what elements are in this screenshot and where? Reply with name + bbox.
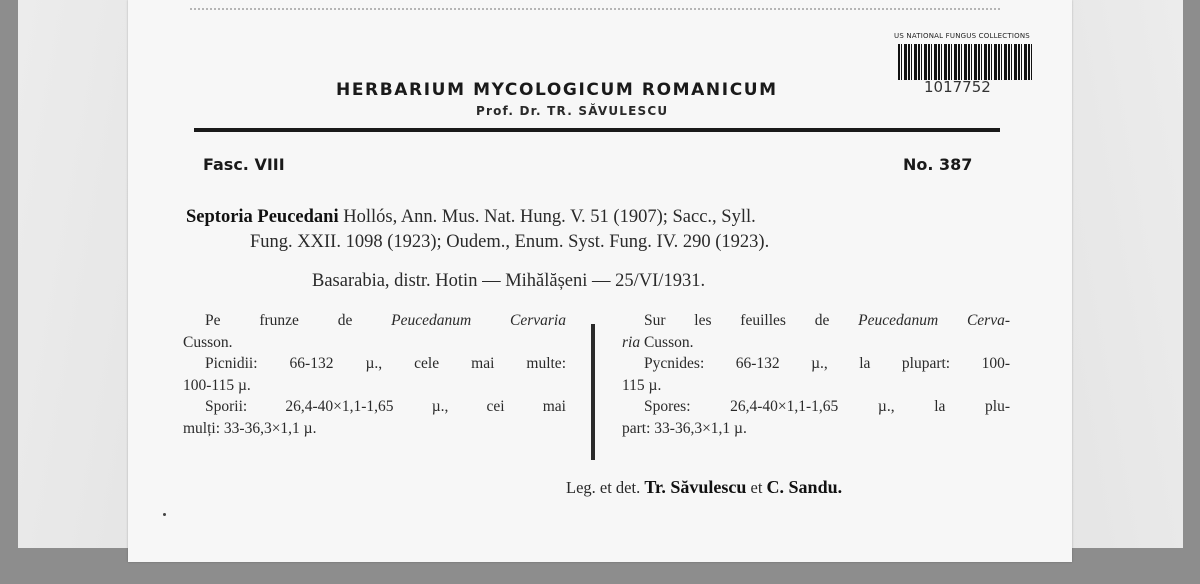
barcode-number: 1017752	[924, 78, 991, 96]
fascicle: Fasc. VIII	[203, 155, 285, 174]
taxonomic-reference	[186, 205, 1016, 255]
fr-host-species-a: Peucedanum Cerva-	[858, 312, 1010, 329]
fr-host-line	[622, 310, 1010, 332]
fr-host-author: Cusson.	[640, 333, 694, 351]
fr-host-species-b: ria	[622, 333, 641, 351]
reference-line-2: Fung. XXII. 1098 (1923); Oudem., Enum. Syst. Fung. IV. 290 (1923).	[250, 232, 770, 252]
barcode-icon	[898, 44, 1032, 80]
header-rule	[194, 128, 1000, 132]
dotted-border	[190, 8, 1000, 10]
herbarium-title: HERBARIUM MYCOLOGICUM ROMANICUM	[336, 80, 778, 100]
collector-2: C. Sandu.	[766, 477, 843, 497]
collectors-joiner: et	[746, 478, 767, 497]
fr-host-line-2	[622, 332, 1010, 354]
romanian-description	[183, 310, 566, 439]
reference-line-1-text: Hollós, Ann. Mus. Nat. Hung. V. 51 (1907); Sacc., Syll.	[338, 207, 756, 227]
french-description	[622, 310, 1010, 439]
collectors-prefix: Leg. et det.	[566, 478, 645, 497]
ro-host-prefix: Pe frunze de	[205, 312, 392, 329]
barcode-sticker	[888, 30, 1038, 100]
herbarium-subtitle: Prof. Dr. TR. SĂVULESCU	[476, 104, 669, 118]
paper-speck	[163, 513, 166, 516]
reference-line-1	[186, 205, 1016, 230]
ro-spores-line-2: mulți: 33-36,3×1,1 µ.	[183, 419, 317, 437]
ro-host-author: Cusson.	[183, 333, 233, 351]
ro-host-line	[183, 310, 566, 332]
ro-pycnidia-line-1: Picnidii: 66-132 µ., cele mai multe:	[205, 355, 566, 372]
fr-spores-line-2: part: 33-36,3×1,1 µ.	[622, 419, 747, 437]
locality: Basarabia, distr. Hotin — Mihălășeni — 25/VI/1931.	[312, 271, 706, 291]
fr-spores-line-1: Spores: 26,4-40×1,1-1,65 µ., la plu-	[644, 398, 1010, 415]
barcode-caption: US NATIONAL FUNGUS COLLECTIONS	[894, 32, 1030, 40]
fr-pycnidia-line-2: 115 µ.	[622, 376, 662, 394]
ro-spores-line-1: Sporii: 26,4-40×1,1-1,65 µ., cei mai	[205, 398, 566, 415]
species-name: Septoria Peucedani	[186, 207, 339, 227]
ro-host-species: Peucedanum Cervaria	[391, 312, 566, 329]
fr-pycnidia-line-1: Pycnides: 66-132 µ., la plupart: 100-	[644, 355, 1010, 372]
collector-1: Tr. Săvulescu	[644, 477, 747, 497]
fr-host-prefix: Sur les feuilles de	[644, 312, 859, 329]
column-divider	[591, 324, 595, 460]
specimen-number: No. 387	[903, 155, 973, 174]
collectors-line	[566, 477, 842, 498]
ro-pycnidia-line-2: 100-115 µ.	[183, 376, 251, 394]
